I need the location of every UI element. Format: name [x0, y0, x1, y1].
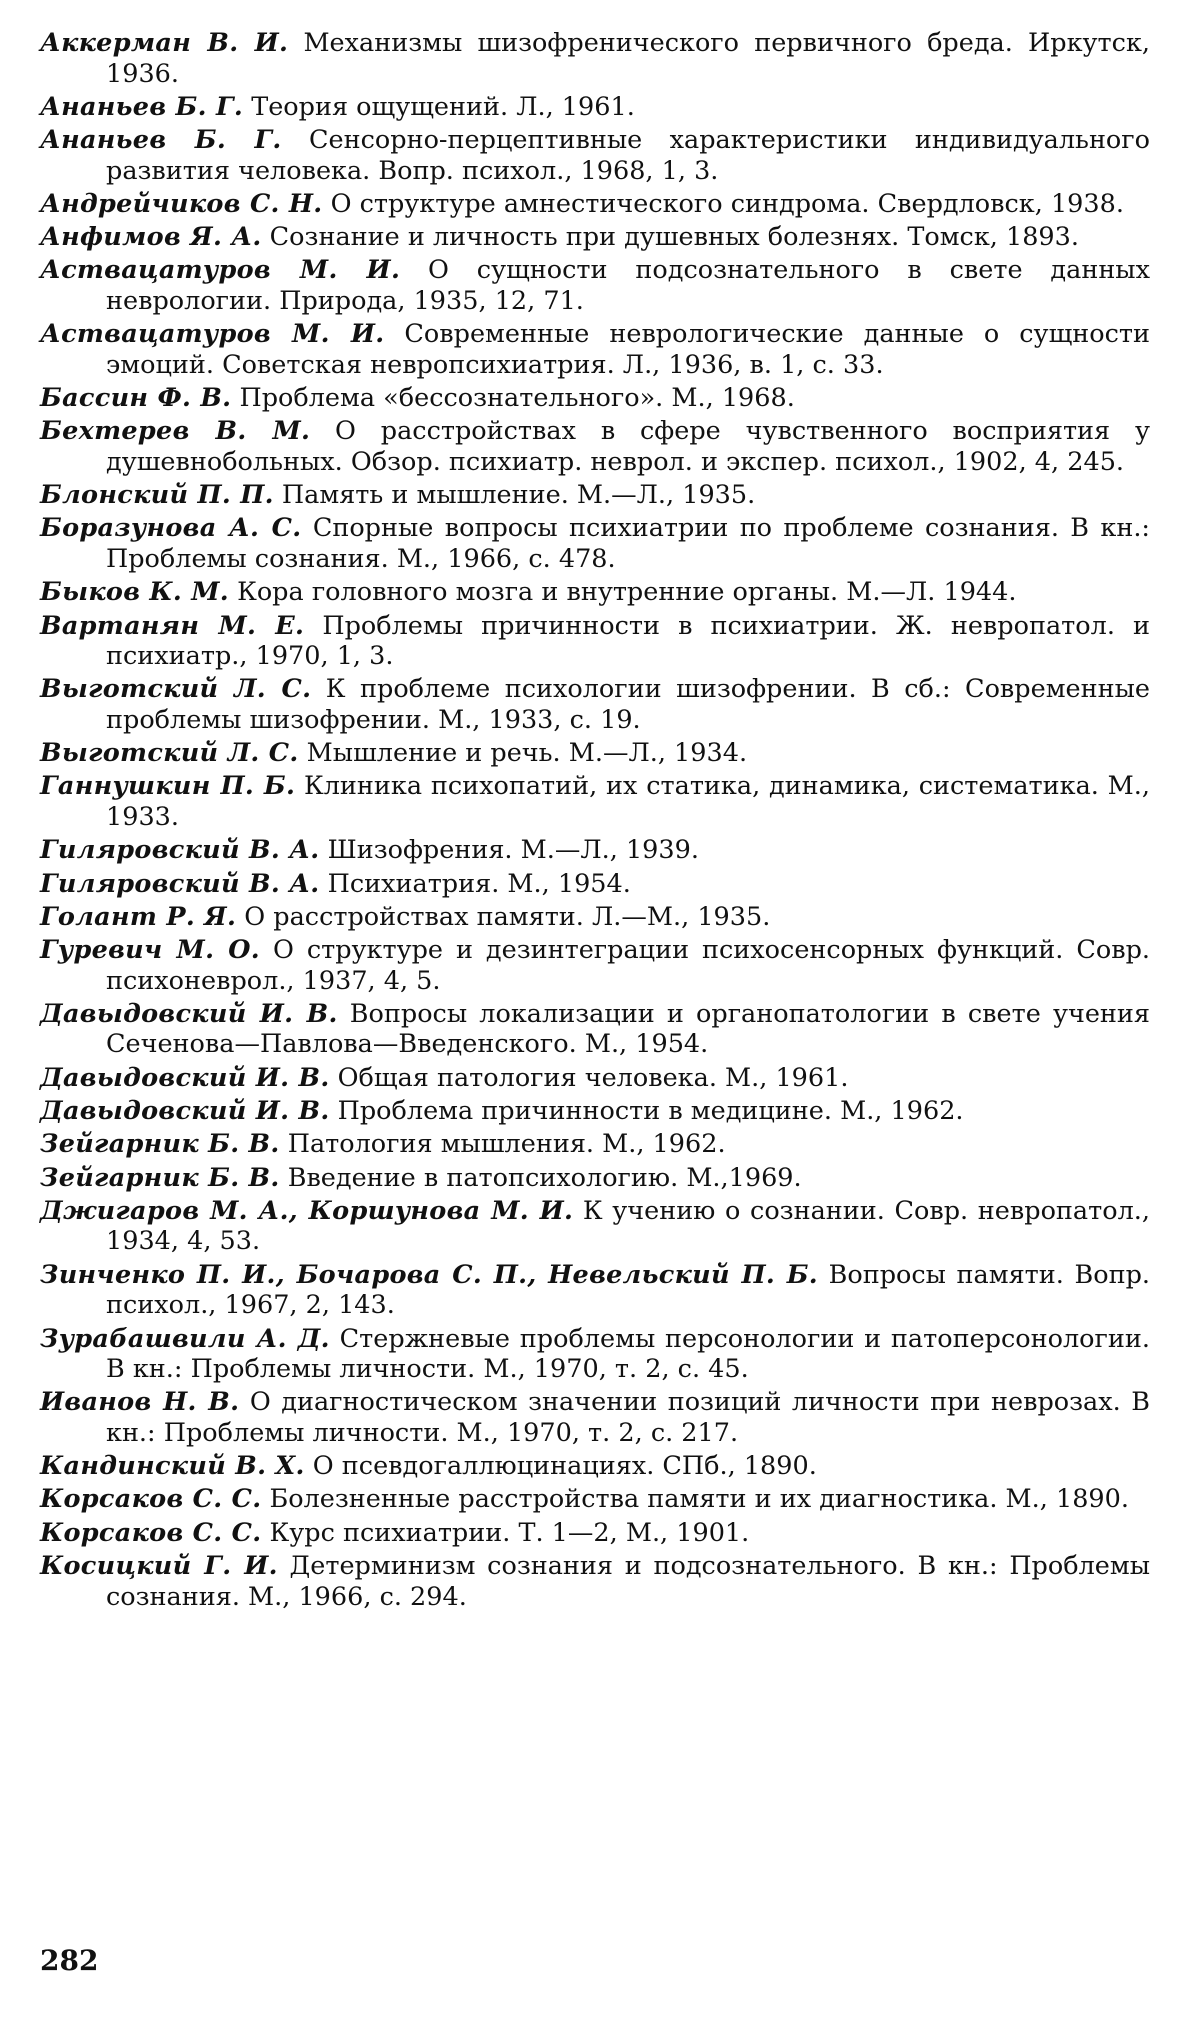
entry-author: Бассин Ф. В.: [40, 383, 232, 414]
entry-text: О расстройствах в сфере чувственного восприятия у душевнобольных. Обзор. психиатр. неврол. и экспер. психол., 1902, 4, 245.: [106, 416, 1150, 477]
entry-author: Андрейчиков С. Н.: [40, 188, 323, 219]
bibliography-entry: [40, 1324, 1150, 1385]
entry-text: О структуре и дезинтеграции психосенсорных функций. Совр. психоневрол., 1937, 4, 5.: [106, 935, 1150, 996]
entry-author: Блонский П. П.: [40, 480, 274, 511]
entry-text: Введение в патопсихологию. М.,1969.: [287, 1162, 802, 1193]
entry-author: Гуревич М. О.: [40, 935, 260, 966]
entry-text: Вопросы локализации и органопатологии в свете учения Сеченова—Павлова—Введенского. М., 1954.: [106, 998, 1150, 1060]
entry-text: Память и мышление. М.—Л., 1935.: [281, 480, 756, 511]
entry-author: Анфимов Я. А.: [40, 222, 262, 253]
entry-text: Теория ощущений. Л., 1961.: [251, 91, 635, 122]
entry-author: Кандинский В. Х.: [40, 1451, 305, 1482]
bibliography-entry: [40, 999, 1150, 1060]
entry-text: Курс психиатрии. Т. 1—2, М., 1901.: [269, 1517, 750, 1548]
entry-text: О сущности подсознательного в свете данных неврологии. Природа, 1935, 12, 71.: [106, 255, 1150, 316]
bibliography-entry: [40, 577, 1150, 608]
entry-text: Вопросы памяти. Вопр. психол., 1967, 2, 143.: [106, 1259, 1150, 1321]
bibliography-entry: [40, 835, 1150, 866]
bibliography-page: [40, 28, 1150, 1615]
bibliography-entry: [40, 480, 1150, 511]
entry-author: Иванов Н. В.: [40, 1387, 240, 1418]
entry-author: Аствацатуров М. И.: [40, 255, 401, 286]
entry-author: Давыдовский И. В.: [40, 1062, 330, 1093]
entry-author: Ганнушкин П. Б.: [40, 771, 296, 802]
entry-author: Выготский Л. С.: [40, 738, 299, 769]
bibliography-entry: [40, 1260, 1150, 1321]
entry-text: Патология мышления. М., 1962.: [287, 1129, 726, 1160]
bibliography-entry: [40, 869, 1150, 900]
bibliography-entry: [40, 1484, 1150, 1515]
entry-text: Проблема причинности в медицине. М., 1962.: [337, 1096, 964, 1127]
bibliography-entry: [40, 611, 1150, 672]
entry-text: Болезненные расстройства памяти и их диагностика. М., 1890.: [269, 1484, 1129, 1515]
entry-author: Вартанян М. Е.: [40, 610, 305, 641]
entry-author: Зейгарник Б. В.: [40, 1162, 280, 1193]
entry-text: О структуре амнестического синдрома. Свердловск, 1938.: [330, 188, 1124, 219]
entry-author: Боразунова А. С.: [40, 513, 302, 544]
bibliography-entry: [40, 28, 1150, 89]
entry-author: Зейгарник Б. В.: [40, 1129, 280, 1160]
entry-text: Современные неврологические данные о сущности эмоций. Советская невропсихиатрия. Л., 1936, в. 1, с. 33.: [106, 319, 1151, 380]
entry-author: Гиляровский В. А.: [40, 868, 320, 899]
entry-text: Стержневые проблемы персонологии и патоперсонологии. В кн.: Проблемы личности. М., 1970, т. 2, с. 45.: [106, 1323, 1150, 1385]
bibliography-entry: [40, 222, 1150, 253]
bibliography-entry: [40, 1551, 1150, 1612]
bibliography-entry: [40, 416, 1150, 477]
bibliography-entry: [40, 674, 1150, 735]
entry-text: Проблема «бессознательного». М., 1968.: [239, 383, 795, 414]
entry-author: Гиляровский В. А.: [40, 835, 320, 866]
page-number: 282: [40, 1944, 99, 1977]
entry-author: Бехтерев В. М.: [40, 416, 311, 447]
bibliography-entry: [40, 738, 1150, 769]
entry-author: Аствацатуров М. И.: [40, 319, 385, 350]
entry-author: Голант Р. Я.: [40, 901, 237, 932]
entry-text: Детерминизм сознания и подсознательного. В кн.: Проблемы сознания. М., 1966, с. 294.: [106, 1551, 1151, 1612]
entry-author: Давыдовский И. В.: [40, 998, 338, 1029]
bibliography-entry: [40, 189, 1150, 220]
bibliography-entry: [40, 1129, 1150, 1160]
entry-author: Давыдовский И. В.: [40, 1096, 330, 1127]
entry-text: О псевдогаллюцинациях. СПб., 1890.: [312, 1451, 817, 1482]
entry-author: Ананьев Б. Г.: [40, 125, 282, 156]
bibliography-entry: [40, 125, 1150, 186]
bibliography-entry: [40, 513, 1150, 574]
bibliography-entry: [40, 255, 1150, 316]
entry-text: Спорные вопросы психиатрии по проблеме сознания. В кн.: Проблемы сознания. М., 1966, с. 478.: [106, 513, 1151, 574]
entry-author: Ананьев Б. Г.: [40, 91, 244, 122]
bibliography-entry: [40, 771, 1150, 832]
entry-text: Общая патология человека. М., 1961.: [337, 1062, 849, 1093]
entry-text: Сознание и личность при душевных болезнях. Томск, 1893.: [269, 222, 1079, 253]
entry-author: Корсаков С. С.: [40, 1517, 262, 1548]
entry-text: К проблеме психологии шизофрении. В сб.: Современные проблемы шизофрении. М., 1933, с. 19.: [106, 674, 1150, 735]
entry-text: О расстройствах памяти. Л.—М., 1935.: [244, 901, 771, 932]
bibliography-list: [40, 28, 1150, 1612]
bibliography-entry: [40, 1196, 1150, 1257]
bibliography-entry: [40, 935, 1150, 996]
entry-text: Проблемы причинности в психиатрии. Ж. невропатол. и психиатр., 1970, 1, 3.: [106, 610, 1151, 672]
entry-author: Зинченко П. И., Бочарова С. П., Невельский П. Б.: [40, 1259, 818, 1290]
entry-text: Психиатрия. М., 1954.: [327, 868, 631, 899]
entry-text: Кора головного мозга и внутренние органы. М.—Л. 1944.: [237, 577, 1017, 608]
entry-text: Шизофрения. М.—Л., 1939.: [327, 835, 699, 866]
entry-author: Выготский Л. С.: [40, 674, 312, 705]
entry-text: Мышление и речь. М.—Л., 1934.: [306, 738, 748, 769]
bibliography-entry: [40, 319, 1150, 380]
entry-text: О диагностическом значении позиций личности при неврозах. В кн.: Проблемы личности. М., 1970, т. 2, с. 217.: [106, 1387, 1151, 1448]
entry-author: Джигаров М. А., Коршунова М. И.: [40, 1195, 574, 1226]
entry-text: Клиника психопатий, их статика, динамика, систематика. М., 1933.: [106, 771, 1150, 832]
bibliography-entry: [40, 92, 1150, 123]
entry-text: Механизмы шизофренического первичного бреда. Иркутск, 1936.: [106, 28, 1150, 89]
bibliography-entry: [40, 1096, 1150, 1127]
bibliography-entry: [40, 1387, 1150, 1448]
entry-text: Сенсорно-перцептивные характеристики индивидуального развития человека. Вопр. психол., 1968, 1, 3.: [106, 125, 1151, 186]
entry-author: Быков К. М.: [40, 577, 229, 608]
bibliography-entry: [40, 1063, 1150, 1094]
bibliography-entry: [40, 1518, 1150, 1549]
entry-text: К учению о сознании. Совр. невропатол., 1934, 4, 53.: [106, 1195, 1150, 1257]
bibliography-entry: [40, 1451, 1150, 1482]
entry-author: Косицкий Г. И.: [40, 1551, 278, 1581]
entry-author: Корсаков С. С.: [40, 1484, 262, 1515]
bibliography-entry: [40, 1163, 1150, 1194]
bibliography-entry: [40, 383, 1150, 414]
bibliography-entry: [40, 902, 1150, 933]
entry-author: Аккерман В. И.: [40, 28, 289, 58]
entry-author: Зурабашвили А. Д.: [40, 1323, 330, 1354]
